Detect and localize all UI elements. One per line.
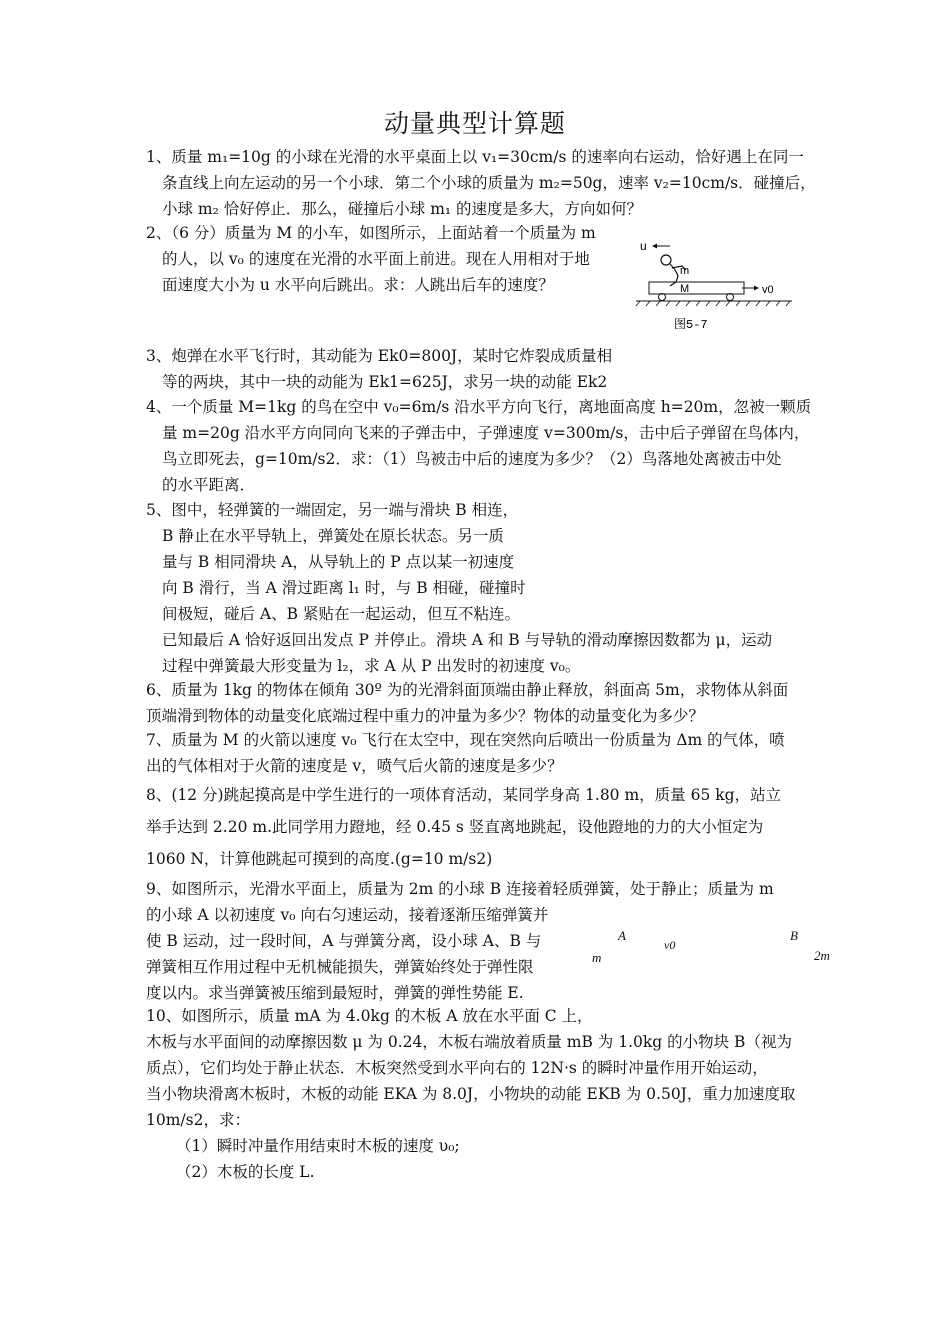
problem-2-line-2: 的人，以 v₀ 的速度在光滑的水平面上前进。现在人用相对于地 — [162, 250, 590, 268]
problem-4 — [146, 394, 811, 498]
problem-10 — [146, 1003, 795, 1185]
problem-5-line-2: B 静止在水平导轨上，弹簧处在原长状态。另一质 — [162, 527, 504, 545]
problem-1 — [146, 144, 816, 222]
problem-1-line-2: 条直线上向左运动的另一个小球．第二个小球的质量为 m₂=50g，速率 v₂=10cm/s．碰撞后， — [162, 174, 816, 192]
problem-2 — [146, 220, 596, 298]
problem-5-line-3: 量与 B 相同滑块 A，从导轨上的 P 点以某一初速度 — [162, 553, 515, 571]
cart-figure-v0-label: v0 — [762, 284, 774, 296]
problem-5-line-7: 过程中弹簧最大形变量为 l₂，求 A 从 P 出发时的初速度 v₀。 — [162, 657, 581, 675]
problem-1-line-1: 1、质量 m₁=10g 的小球在光滑的水平桌面上以 v₁=30cm/s 的速率向右运动，恰好遇上在同一 — [146, 148, 804, 166]
problem-9 — [146, 876, 774, 1006]
problem-8-line-3: 1060 N，计算他跳起可摸到的高度.(g=10 m/s2) — [146, 850, 493, 868]
problem-2-line-1: 2、（6 分）质量为 M 的小车，如图所示，上面站着一个质量为 m — [146, 224, 596, 242]
problem-5-line-1: 5、图中，轻弹簧的一端固定，另一端与滑块 B 相连， — [146, 501, 519, 519]
cart-figure — [632, 236, 802, 336]
page-title: 动量典型计算题 — [383, 109, 566, 138]
problem-10-line-6: （1）瞬时冲量作用结束时木板的速度 υ₀; — [176, 1137, 460, 1155]
problem-8-line-1: 8、(12 分)跳起摸高是中学生进行的一项体育活动，某同学身高 1.80 m，质量 65 kg，站立 — [146, 786, 782, 804]
problem-3-line-1: 3、炮弹在水平飞行时，其动能为 Ek0=800J，某时它炸裂成质量相 — [146, 347, 613, 365]
problem-9-line-4: 弹簧相互作用过程中无机械能损失，弹簧始终处于弹性限 — [146, 958, 534, 976]
problem-4-line-3: 鸟立即死去，g=10m/s2．求：（1）鸟被击中后的速度为多少？（2）鸟落地处离被击中处 — [162, 450, 782, 468]
ball-figure-m-label: m — [592, 950, 602, 965]
problem-7 — [146, 727, 785, 779]
problem-10-line-7: （2）木板的长度 L. — [176, 1163, 315, 1181]
cart-figure-M-label: M — [680, 283, 690, 295]
problem-10-line-5: 10m/s2，求： — [146, 1111, 250, 1129]
problem-3 — [146, 343, 612, 395]
problem-10-line-3: 质点），它们均处于静止状态．木板突然受到水平向右的 12N·s 的瞬时冲量作用开始运动， — [146, 1059, 768, 1077]
problem-7-line-2: 出的气体相对于火箭的速度是 v，喷气后火箭的速度是多少？ — [146, 757, 563, 775]
problem-10-line-1: 10、如图所示，质量 mA 为 4.0kg 的木板 A 放在水平面 C 上， — [146, 1007, 593, 1025]
problem-8-line-2: 举手达到 2.20 m.此同学用力蹬地，经 0.45 s 竖直离地跳起，设他蹬地的力的大小恒定为 — [146, 818, 764, 836]
problem-8 — [146, 779, 781, 875]
u-arrowhead-icon — [652, 244, 657, 249]
problem-5-line-6: 已知最后 A 恰好返回出发点 P 并停止。滑块 A 和 B 与导轨的滑动摩擦因数都为 μ，运动 — [162, 631, 773, 649]
cart-wheel-right — [727, 294, 734, 301]
problem-7-line-1: 7、质量为 M 的火箭以速度 v₀ 飞行在太空中，现在突然向后喷出一份质量为 Δm 的气体，喷 — [146, 731, 785, 749]
problem-10-line-2: 木板与水平面间的动摩擦因数 μ 为 0.24，木板右端放着质量 mB 为 1.0kg 的小物块 B（视为 — [146, 1033, 792, 1051]
problem-9-line-1: 9、如图所示，光滑水平面上，质量为 2m 的小球 B 连接着轻质弹簧，处于静止；质量为 m — [146, 880, 774, 898]
ball-figure-B-label: B — [790, 928, 798, 943]
problem-4-line-4: 的水平距离． — [162, 476, 256, 494]
problem-4-line-2: 量 m=20g 沿水平方向同向飞来的子弹击中，子弹速度 v=300m/s，击中后子弹留在鸟体内， — [162, 424, 810, 442]
problem-3-line-2: 等的两块，其中一块的动能为 Ek1=625J，求另一块的动能 Ek2 — [162, 373, 608, 391]
cart-figure-m-label: m — [680, 265, 690, 277]
problem-2-line-3: 面速度大小为 u 水平向后跳出。求：人跳出后车的速度？ — [162, 276, 554, 294]
problem-5 — [146, 497, 772, 679]
problem-5-line-5: 间极短，碰后 A、B 紧贴在一起运动，但互不粘连。 — [162, 605, 520, 623]
ground-hatch — [636, 301, 790, 306]
problem-10-line-4: 当小物块滑离木板时，木板的动能 EKA 为 8.0J，小物块的动能 EKB 为 0.50J，重力加速度取 — [146, 1085, 796, 1103]
problem-4-line-1: 4、一个质量 M=1kg 的鸟在空中 v₀=6m/s 沿水平方向飞行，离地面高度 h=20m，忽被一颗质 — [146, 398, 812, 416]
v0-arrowhead-icon — [754, 286, 759, 291]
problem-9-line-3: 使 B 运动，过一段时间，A 与弹簧分离，设小球 A、B 与 — [146, 932, 542, 950]
problem-6-line-2: 顶端滑到物体的动量变化底端过程中重力的冲量为多少？物体的动量变化为多少？ — [146, 707, 705, 725]
problem-6 — [146, 677, 788, 729]
cart-figure-caption: 图5-7 — [674, 318, 708, 332]
ball-figure-A-label: A — [618, 928, 626, 943]
problem-6-line-1: 6、质量为 1kg 的物体在倾角 30º 为的光滑斜面顶端由静止释放，斜面高 5m，求物体从斜面 — [146, 681, 789, 699]
problem-9-line-2: 的小球 A 以初速度 v₀ 向右匀速运动，接着逐渐压缩弹簧并 — [146, 906, 549, 924]
cart-wheel-left — [659, 294, 666, 301]
ball-figure-v0-label: v0 — [664, 938, 676, 952]
ball-figure-2m-label: 2m — [814, 948, 830, 963]
cart-body — [649, 282, 744, 294]
problem-9-line-5: 度以内。求当弹簧被压缩到最短时，弹簧的弹性势能 E. — [146, 984, 524, 1002]
problem-5-line-4: 向 B 滑行，当 A 滑过距离 l₁ 时，与 B 相碰，碰撞时 — [162, 579, 526, 597]
cart-figure-u-label: u — [640, 239, 647, 253]
problem-1-line-3: 小球 m₂ 恰好停止．那么，碰撞后小球 m₁ 的速度是多大，方向如何？ — [162, 200, 643, 218]
